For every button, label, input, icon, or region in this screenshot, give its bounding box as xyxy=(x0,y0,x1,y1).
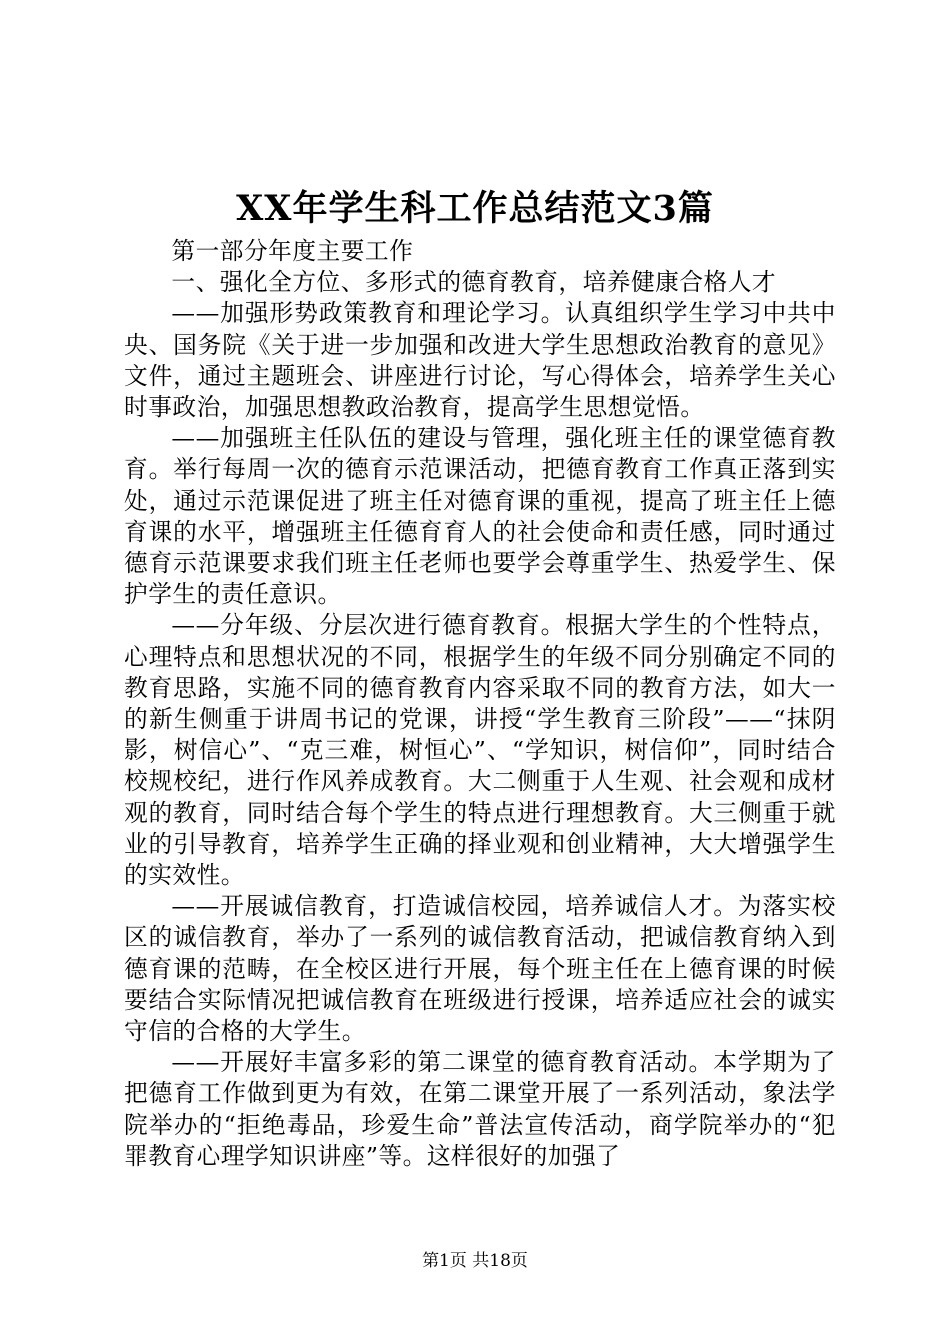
paragraph-second-classroom: ——开展好丰富多彩的第二课堂的德育教育活动。本学期为了把德育工作做到更为有效，在第二课堂开展了一系列活动，象法学院举办的“拒绝毒品，珍爱生命”普法宣传活动，商学院举办的“犯罪教育心理学知识讲座”等。这样很好的加强了 xyxy=(124,1048,836,1170)
section-heading: 第一部分年度主要工作 xyxy=(171,237,414,265)
paragraph-head-teacher-team: ——加强班主任队伍的建设与管理，强化班主任的课堂德育教育。举行每周一次的德育示范课活动，把德育教育工作真正落到实处，通过示范课促进了班主任对德育课的重视，提高了班主任上德育课的水平，增强班主任德育育人的社会使命和责任感，同时通过德育示范课要求我们班主任老师也要学会尊重学生、热爱学生、保护学生的责任意识。 xyxy=(124,424,836,609)
paragraph-policy-education: ——加强形势政策教育和理论学习。认真组织学生学习中共中央、国务院《关于进一步加强和改进大学生思想政治教育的意见》文件，通过主题班会、讲座进行讨论，写心得体会，培养学生关心时事政治，加强思想教政治教育，提高学生思想觉悟。 xyxy=(124,299,836,422)
document-body xyxy=(124,236,836,1172)
paragraph-integrity-education: ——开展诚信教育，打造诚信校园，培养诚信人才。为落实校区的诚信教育，举办了一系列的诚信教育活动，把诚信教育纳入到德育课的范畴，在全校区进行开展，每个班主任在上德育课的时候要结合实际情况把诚信教育在班级进行授课，培养适应社会的诚实守信的合格的大学生。 xyxy=(124,892,836,1046)
subsection-heading: 一、强化全方位、多形式的德育教育，培养健康合格人才 xyxy=(171,268,777,297)
document-title: XX年学生科工作总结范文3篇 xyxy=(236,188,714,229)
paragraph-grade-level-education: ——分年级、分层次进行德育教育。根据大学生的个性特点，心理特点和思想状况的不同，根据学生的年级不同分别确定不同的教育思路，实施不同的德育教育内容采取不同的教育方法，如大一的新生侧重于讲周书记的党课，讲授“学生教育三阶段”——“抹阴影，树信心”、“克三难，树恒心”、“学知识，树信仰”，同时结合校规校纪，进行作风养成教育。大二侧重于人生观、社会观和成材观的教育，同时结合每个学生的特点进行理想教育。大三侧重于就业的引导教育，培养学生正确的择业观和创业精神，大大增强学生的实效性。 xyxy=(124,611,836,890)
page-footer: 第1页 共18页 xyxy=(422,1251,528,1271)
